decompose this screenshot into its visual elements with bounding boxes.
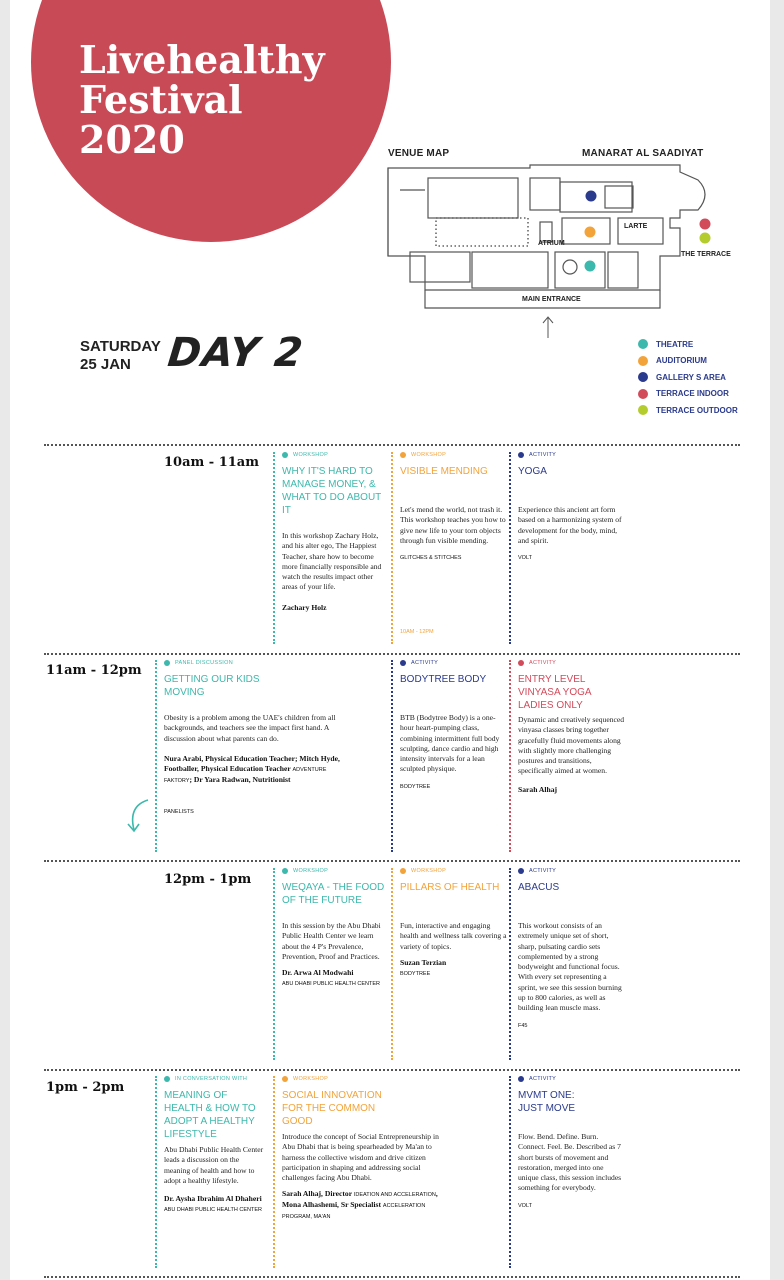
column-rule — [509, 452, 511, 644]
slot-divider — [44, 653, 740, 655]
column-rule — [273, 868, 275, 1060]
theatre-dot-icon — [638, 339, 648, 349]
event-description: Flow. Bend. Define. Burn. Connect. Feel. Be. Described as 7 short bursts of movement and restoration, merged into one unique class, this session includes something for everybody. — [518, 1132, 622, 1193]
event-title: MEANING OF HEALTH & HOW TO ADOPT A HEALTHY LIFESTYLE — [164, 1090, 256, 1140]
event-card[interactable] — [164, 1075, 264, 1214]
slot-time: 12pm - 1pm — [164, 872, 252, 887]
curved-arrow-icon — [126, 796, 152, 836]
event-organizer: VOLT — [518, 1202, 532, 1209]
event-card[interactable] — [400, 867, 508, 978]
event-card[interactable] — [282, 867, 390, 988]
event-description: Introduce the concept of Social Entrepreneurship in Abu Dhabi that is being spearheaded by Ma'an to harness the collective wisdom and drive citizen participation in shaping and addressing social challenges facing Abu Dhabi. — [282, 1132, 439, 1183]
event-title: GETTING OUR KIDS MOVING — [164, 674, 260, 698]
column-rule — [509, 1076, 511, 1268]
event-organizer: F45 — [518, 1022, 528, 1029]
theatre-dot-icon — [164, 1076, 170, 1082]
event-type: ACTIVITY — [529, 660, 557, 666]
event-card[interactable] — [518, 867, 626, 1030]
auditorium-dot-icon — [282, 1076, 288, 1082]
gallery-dot-icon — [518, 868, 524, 874]
event-organizer: GLITCHES & STITCHES — [400, 555, 462, 562]
event-type: ACTIVITY — [529, 1076, 557, 1082]
event-organizer: VOLT — [518, 555, 532, 562]
terrace-indoor-marker — [700, 219, 711, 230]
festival-title-line3: 2020 — [79, 117, 185, 162]
event-speakers: Sarah Alhaj, Director IDEATION AND ACCELERATION, Mona Alhashemi, Sr Specialist ACCELERATION PROGRAM, MA'AN — [282, 1189, 438, 1221]
auditorium-marker — [585, 227, 596, 238]
auditorium-dot-icon — [400, 868, 406, 874]
slot-divider — [44, 1069, 740, 1071]
legend-item: AUDITORIUM — [638, 353, 738, 369]
event-type: ACTIVITY — [411, 660, 439, 666]
event-title: ENTRY LEVEL VINYASA YOGA LADIES ONLY — [518, 674, 591, 711]
terrace-outdoor-dot-icon — [638, 405, 648, 415]
column-rule — [155, 660, 157, 852]
gallery-dot-icon — [638, 372, 648, 382]
event-title: PILLARS OF HEALTH — [400, 882, 500, 893]
event-card[interactable] — [282, 1075, 502, 1222]
event-title: BODYTREE BODY — [400, 674, 487, 685]
festival-title-line1: Livehealthy — [79, 37, 325, 82]
event-title: ABACUS — [518, 882, 560, 893]
room-larte: LARTE — [624, 223, 648, 230]
event-title: MVMT ONE: JUST MOVE — [518, 1090, 576, 1114]
event-organizer: BODYTREE — [400, 783, 431, 790]
slot-divider — [44, 860, 740, 862]
event-description: BTB (Bodytree Body) is a one-hour heart-pumping class, combining intermittent full body sculpting, dance cardio and high intensity intervals for a lean sculpted physique. — [400, 713, 500, 774]
event-type: WORKSHOP — [293, 868, 329, 874]
event-card[interactable] — [164, 659, 384, 816]
venue-map[interactable] — [380, 160, 720, 350]
event-description: Fun, interactive and engaging health and wellness talk covering a variety of topics. — [400, 921, 507, 951]
event-description: This workout consists of an extremely unique set of short, sharp, pulsating cardio sets complemented by a strong bodyweight and functional focus. With every set representing a sprint, we see this session burning up to 800 calories, as well as building lean muscle mass. — [518, 921, 622, 1013]
day-label: DAY 2 — [165, 330, 306, 376]
page-edge-right — [770, 0, 784, 1280]
event-card[interactable] — [400, 451, 508, 562]
room-atrium: ATRIUM — [538, 240, 565, 247]
column-rule — [391, 452, 393, 644]
event-type: WORKSHOP — [293, 1076, 329, 1082]
event-title: VISIBLE MENDING — [400, 466, 488, 477]
event-type: WORKSHOP — [293, 452, 329, 458]
event-description: In this workshop Zachary Holz, and his alter ego, The Happiest Teacher, share how to become more financially responsible and watch the results impact other areas of your life. — [282, 531, 382, 592]
event-organizer: BODYTREE — [400, 970, 431, 977]
event-title: WEQAYA - THE FOOD OF THE FUTURE — [282, 882, 385, 906]
column-rule — [155, 1076, 157, 1268]
column-rule — [273, 452, 275, 644]
event-organizer: ABU DHABI PUBLIC HEALTH CENTER — [282, 981, 381, 988]
festival-title-line2: Festival — [79, 77, 243, 122]
event-description: Let's mend the world, not trash it. This workshop teaches you how to give new life to your torn objects through fun visible mending. — [400, 505, 506, 545]
festival-title — [79, 37, 325, 162]
event-type: ACTIVITY — [529, 452, 557, 458]
auditorium-dot-icon — [400, 452, 406, 458]
event-card[interactable] — [518, 659, 626, 795]
page-edge-left — [0, 0, 10, 1280]
event-description: In this session by the Abu Dhabi Public Health Center we learn about the 4 P's Prevalence, Prevention, Proof and Practices. — [282, 921, 381, 961]
venue-legend — [638, 336, 738, 419]
event-speaker: Dr. Arwa Al Modwahi — [282, 968, 354, 978]
column-rule — [391, 660, 393, 852]
slot-divider — [44, 444, 740, 446]
event-speaker: Zachary Holz — [282, 602, 327, 612]
terrace-indoor-dot-icon — [518, 660, 524, 666]
event-speaker: Sarah Alhaj — [518, 784, 558, 794]
event-panelists: Nura Arabi, Physical Education Teacher; Mitch Hyde, Footballer, Physical Education Teacher ADVENTURE FAKTORY; Dr Yara Radwan, Nutritionist — [164, 753, 340, 784]
weekday: SATURDAY — [80, 338, 161, 355]
legend-item: GALLERY S AREA — [638, 369, 738, 385]
column-rule — [509, 868, 511, 1060]
event-description: Obesity is a problem among the UAE's children from all backgrounds, and teachers see the impact first hand. A discussion about what parents can do. — [164, 713, 336, 743]
event-title: WHY IT'S HARD TO MANAGE MONEY, & WHAT TO DO ABOUT IT — [282, 466, 382, 516]
event-card[interactable] — [282, 451, 390, 613]
gallery-dot-icon — [518, 1076, 524, 1082]
event-type: WORKSHOP — [411, 452, 447, 458]
theatre-dot-icon — [282, 452, 288, 458]
venue-name: MANARAT AL SAADIYAT — [582, 148, 704, 159]
event-title: YOGA — [518, 466, 547, 477]
column-rule — [509, 660, 511, 852]
auditorium-dot-icon — [638, 356, 648, 366]
venue-map-label: VENUE MAP — [388, 148, 450, 159]
event-card[interactable] — [518, 451, 626, 562]
event-description: Dynamic and creatively sequenced vinyasa classes bring together gracefully fluid movements along with slightly more challenging postures and transitions, specifically aimed at women. — [518, 715, 625, 776]
event-type: PANEL DISCUSSION — [175, 660, 233, 666]
room-terrace: THE TERRACE — [681, 251, 731, 258]
day-date — [80, 338, 161, 374]
theatre-marker — [585, 261, 596, 272]
gallery-dot-icon — [518, 452, 524, 458]
legend-item: TERRACE OUTDOOR — [638, 402, 738, 418]
slot-time: 1pm - 2pm — [46, 1080, 125, 1095]
date: 25 JAN — [80, 356, 131, 373]
event-title: SOCIAL INNOVATION FOR THE COMMON GOOD — [282, 1090, 382, 1127]
column-rule — [391, 868, 393, 1060]
legend-item: TERRACE INDOOR — [638, 386, 738, 402]
event-time-note: 10AM - 12PM — [400, 629, 434, 635]
event-description: Experience this ancient art form based on a harmonizing system of development for the body, mind, and spirit. — [518, 505, 622, 545]
slot-divider — [44, 1276, 740, 1278]
event-type: IN CONVERSATION WITH — [175, 1076, 248, 1082]
event-speaker: Dr. Aysha Ibrahim Al Dhaheri — [164, 1194, 262, 1204]
legend-item: THEATRE — [638, 336, 738, 352]
terrace-outdoor-marker — [700, 233, 711, 244]
event-speaker: Suzan Terzian — [400, 957, 447, 967]
column-rule — [273, 1076, 275, 1268]
gallery-marker — [586, 191, 597, 202]
theatre-dot-icon — [164, 660, 170, 666]
event-type: WORKSHOP — [411, 868, 447, 874]
theatre-dot-icon — [282, 868, 288, 874]
event-organizer: PANELISTS — [164, 808, 194, 815]
slot-time: 11am - 12pm — [46, 663, 142, 678]
terrace-indoor-dot-icon — [638, 389, 648, 399]
event-description: Abu Dhabi Public Health Center leads a discussion on the meaning of health and how to adopt a healthy lifestyle. — [164, 1145, 264, 1185]
event-type: ACTIVITY — [529, 868, 557, 874]
gallery-dot-icon — [400, 660, 406, 666]
event-card[interactable] — [518, 1075, 626, 1210]
event-organizer: ABU DHABI PUBLIC HEALTH CENTER — [164, 1207, 263, 1214]
event-card[interactable] — [400, 659, 508, 791]
slot-time: 10am - 11am — [164, 455, 259, 470]
room-main-entrance: MAIN ENTRANCE — [522, 296, 581, 303]
